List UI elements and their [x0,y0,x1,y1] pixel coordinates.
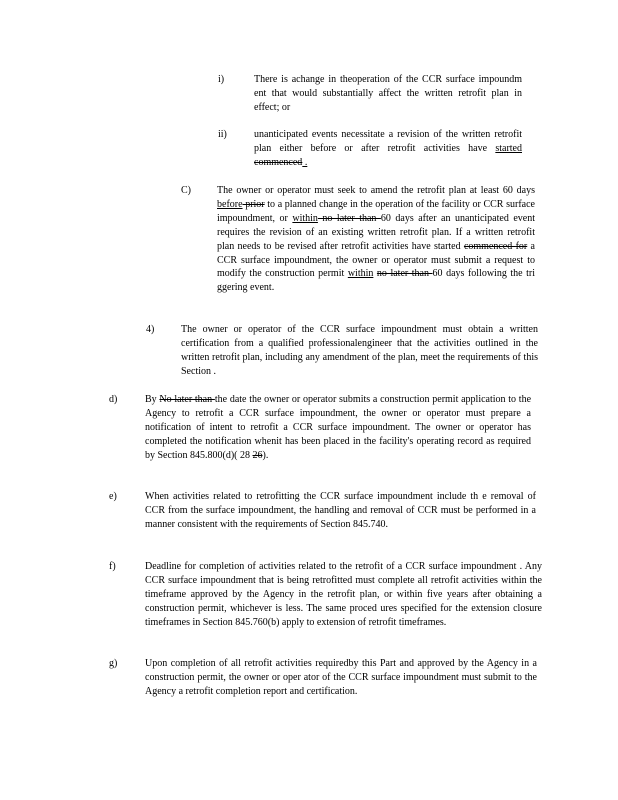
inserted-text: . [302,156,308,168]
struck-text: 26 [252,449,263,461]
inserted-text: started [495,142,522,154]
text-run: The owner or operator of the CCR surface impoundment must obtain a written certification from a qualified professionalengineer that the activities outlined in the written retrofit plan, including any amendment of the plan, meet the requirements of this Section . [181,324,538,377]
inserted-text: within [347,268,374,280]
text-run: By [145,394,160,405]
inserted-text: within [292,212,318,224]
inserted-text: before [217,198,243,210]
text-run: the date the owner or operator submits a construction permit application to the Agency to retrofit a CCR surface impoundment, the owner or operator must prepare a notification of intent to retrofit a CCR surface impoundment. The owner or operator has completed the notification whenit has been placed in the facility's operating record as required by Section 845.800(d)( 28 [145,394,532,461]
item-text [145,393,531,463]
struck-text: commenced [254,156,303,168]
item-label: d) [109,394,118,405]
struck-text: commenced [463,240,516,252]
item-label: 4) [146,324,155,335]
item-text [181,323,538,379]
text-run: Deadline for completion of activities related to the retrofit of a CCR surface impoundment . Any CCR surface impoundment that is being retrofitted must complete all retrofit activities within the timeframe approved by the Agency in the retrofit plan, or within five years after obtaining a construction permit, whichever is less. The same proced ures specified for the extension closure timeframes in Section 845.760(b) apply to extension of retrofit timeframes. [145,561,542,628]
item-label: i) [218,74,225,85]
item-text [217,184,535,295]
text-run: to a planned change in the operation of the facility or CCR surface impoundment, or [217,198,535,224]
item-text [145,657,537,699]
item-label: e) [109,491,117,502]
item-text [254,128,522,170]
struck-text: No later than [159,394,215,405]
text-run: 60 days following the tri ggering event. [217,268,536,294]
struck-text: no later than [376,268,433,280]
text-run: ). [262,449,269,461]
item-label: ii) [218,129,227,140]
text-run: a CCR surface impoundment, the owner or operator must submit a request to modify the construction permit [217,240,535,280]
struck-text: no later than [317,212,381,224]
item-label: g) [109,658,118,669]
text-run: The owner or operator must seek to amend the retrofit plan at least 60 days [217,185,535,196]
struck-text: prior [242,198,265,210]
text-run: unanticipated events necessitate a revision of the written retrofit plan either before or after retrofit activities have [254,129,522,154]
text-run: There is achange in theoperation of the CCR surface impoundm ent that would substantially affect the written retrofit plan in effect; or [254,74,522,113]
text-run: When activities related to retrofitting the CCR surface impoundment include th e removal of CCR from the surface impoundment, the handling and removal of CCR must be performed in a manner consistent with the requirements of Section 845.740. [145,491,536,530]
item-text [145,490,536,532]
text-run: 60 days after an unanticipated event requires the revision of an existing written retrofit plan. If a written retrofit plan needs to be revised after retrofit activities have started [217,212,535,252]
item-text [145,560,542,630]
struck-text: for [515,240,528,252]
item-text [254,73,522,115]
item-label: f) [109,561,116,572]
text-run: Upon completion of all retrofit activities requiredby this Part and approved by the Agency in a construction permit, the owner or oper ator of the CCR surface impoundment must submit to the Agency a retrofit completion report and certification. [145,658,537,697]
item-label: C) [181,185,191,196]
